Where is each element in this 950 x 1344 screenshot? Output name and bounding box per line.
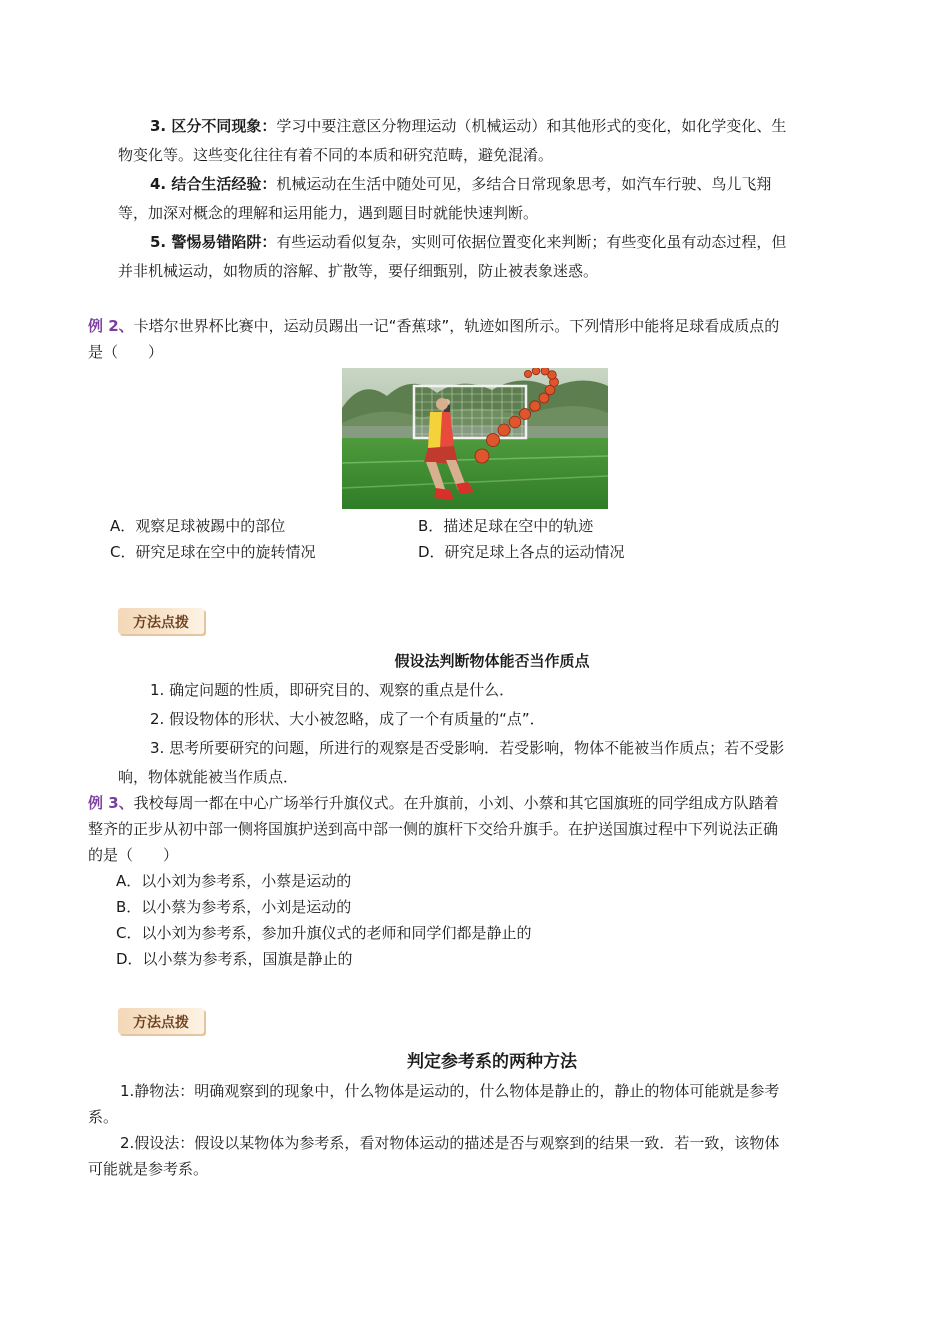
- tip-3-body: 学习中要注意区分物理运动（机械运动）和其他形式的变化，如化学变化、生: [276, 117, 787, 135]
- tip-4-line-2: 等，加深对概念的理解和运用能力，遇到题目时就能快速判断。: [118, 204, 539, 222]
- tip-5-body: 有些运动看似复杂，实则可依据位置变化来判断；有些变化虽有动态过程，但: [276, 233, 787, 251]
- method-1-point-3-cont: 响，物体就能被当作质点．: [118, 768, 299, 786]
- example-2-option-d: D．研究足球上各点的运动情况: [418, 543, 625, 561]
- tip-4-body: 机械运动在生活中随处可见，多结合日常现象思考，如汽车行驶、鸟儿飞翔: [276, 175, 772, 193]
- example-2-line-2: 是（ ）: [88, 343, 164, 361]
- tip-5-line-2: 并非机械运动，如物质的溶解、扩散等，要仔细甄别，防止被表象迷惑。: [118, 262, 599, 280]
- example-3-line-3: 的是（ ）: [88, 846, 179, 864]
- method-1-title: 假设法判断物体能否当作质点: [394, 652, 590, 670]
- method-badge-1: [118, 602, 204, 638]
- tip-3-line-2: 物变化等。这些变化往往有着不同的本质和研究范畴，避免混淆。: [118, 146, 554, 164]
- method-badge-1-label: 方法点拨: [133, 615, 189, 631]
- method-1-point-3: 3. 思考所要研究的问题，所进行的观察是否受影响．若受影响，物体不能被当作质点；若不受影: [150, 739, 785, 757]
- example-3-text: 我校每周一都在中心广场举行升旗仪式。在升旗前，小刘、小蔡和其它国旗班的同学组成方队踏着: [133, 794, 779, 812]
- method-2-point-2-cont: 可能就是参考系。: [88, 1160, 209, 1178]
- banana-kick-photo: [342, 368, 608, 509]
- method-1-point-1: 1. 确定问题的性质，即研究目的、观察的重点是什么．: [150, 681, 515, 699]
- method-2-title: 判定参考系的两种方法: [407, 1052, 577, 1072]
- example-2-option-a: A．观察足球被踢中的部位: [110, 517, 286, 535]
- tip-4-line-1: [150, 174, 771, 194]
- example-3-line-2: 整齐的正步从初中部一侧将国旗护送到高中部一侧的旗杆下交给升旗手。在护送国旗过程中下列说法正确: [88, 820, 779, 838]
- method-1-point-2: 2. 假设物体的形状、大小被忽略，成了一个有质量的“点”．: [150, 710, 545, 728]
- tip-5-heading: 5. 警惕易错陷阱：: [150, 233, 277, 251]
- tip-5-line-1: [150, 232, 786, 252]
- example-3-option-a: A．以小刘为参考系，小蔡是运动的: [116, 872, 352, 890]
- example-2-question: [88, 316, 779, 336]
- example-3-option-b: B．以小蔡为参考系，小刘是运动的: [116, 898, 352, 916]
- example-3-option-d: D．以小蔡为参考系，国旗是静止的: [116, 950, 353, 968]
- example-2-text: 卡塔尔世界杯比赛中，运动员踢出一记“香蕉球”，轨迹如图所示。下列情形中能将足球看成质点的: [133, 317, 780, 335]
- tip-3-heading: 3. 区分不同现象：: [150, 117, 277, 135]
- example-3-question: [88, 793, 779, 813]
- method-2-point-2: 2.假设法：假设以某物体为参考系，看对物体运动的描述是否与观察到的结果一致．若一致，该物体: [120, 1134, 780, 1152]
- tip-3-line-1: [150, 116, 786, 136]
- method-badge-2-label: 方法点拨: [133, 1015, 189, 1031]
- method-badge-2: [118, 1002, 204, 1038]
- method-2-point-1-cont: 系。: [88, 1108, 119, 1126]
- tip-4-heading: 4. 结合生活经验：: [150, 175, 277, 193]
- example-2-option-b: B．描述足球在空中的轨迹: [418, 517, 594, 535]
- example-2-label: 例 2、: [88, 317, 134, 335]
- example-2-option-c: C．研究足球在空中的旋转情况: [110, 543, 316, 561]
- example-3-label: 例 3、: [88, 794, 134, 812]
- method-2-point-1: 1.静物法：明确观察到的现象中，什么物体是运动的，什么物体是静止的，静止的物体可能就是参考: [120, 1082, 780, 1100]
- example-3-option-c: C．以小刘为参考系，参加升旗仪式的老师和同学们都是静止的: [116, 924, 532, 942]
